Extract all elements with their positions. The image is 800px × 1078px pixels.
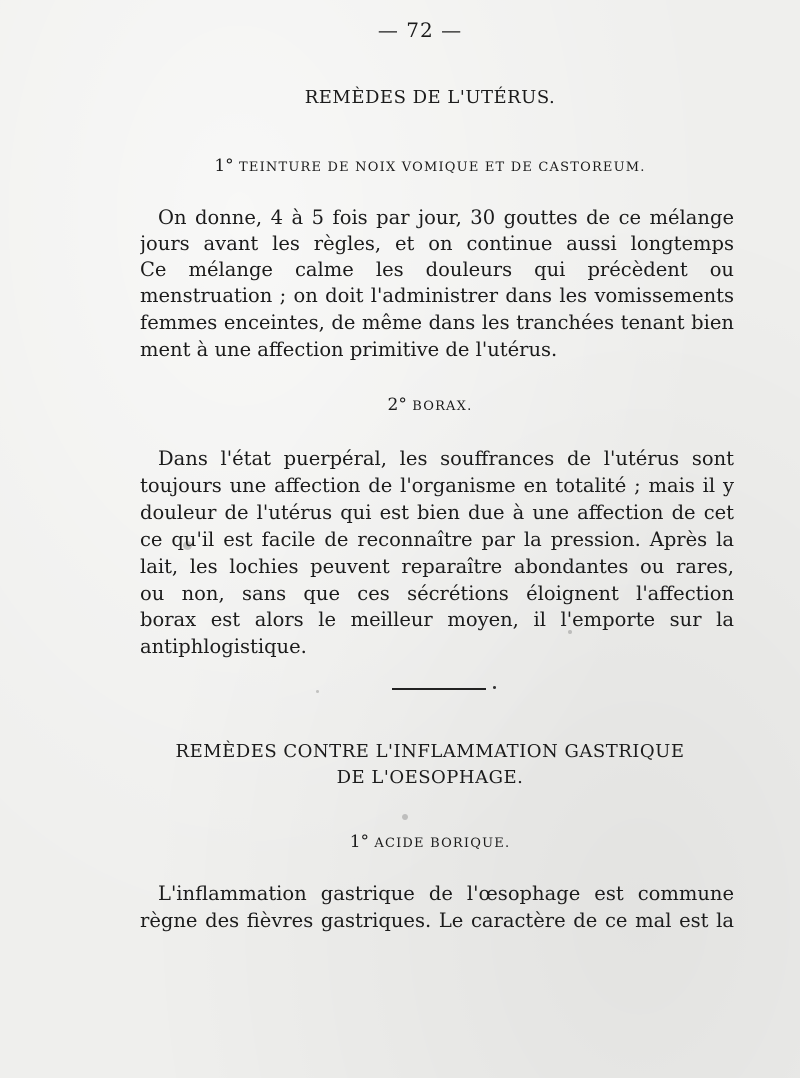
subsection-label: BORAX.: [412, 399, 473, 414]
paragraph-line: Ce mélange calme les douleurs qui précèdent ou: [140, 258, 734, 281]
subsection-label: TEINTURE DE NOIX VOMIQUE ET DE CASTOREUM.: [239, 160, 646, 175]
paragraph-line: ou non, sans que ces sécrétions éloignent l'affection: [140, 582, 734, 605]
paragraph-line: antiphlogistique.: [140, 635, 307, 658]
paragraph-line: menstruation ; on doit l'administrer dans les vomissements: [140, 284, 734, 307]
paragraph-line: ment à une affection primitive de l'utérus.: [140, 338, 558, 361]
paragraph-line: lait, les lochies peuvent reparaître abondantes ou rares,: [140, 555, 734, 578]
section-title-inflammation: REMÈDES CONTRE L'INFLAMMATION GASTRIQUE: [175, 741, 685, 762]
paragraph-line: toujours une affection de l'organisme en totalité ; mais il y: [140, 474, 734, 497]
subsection-title-noix-vomique: [0, 156, 800, 176]
section-title-oesophage: DE L'OESOPHAGE.: [336, 767, 524, 788]
subsection-number: 1°: [214, 156, 234, 176]
paragraph-line: femmes enceintes, de même dans les tranchées tenant bien: [140, 311, 734, 334]
print-speck: [568, 630, 572, 634]
section-divider: [392, 688, 486, 690]
print-speck: [183, 541, 192, 550]
section-title-uterus: REMÈDES DE L'UTÉRUS.: [304, 87, 556, 108]
print-speck: [316, 690, 319, 693]
divider-dot: [493, 686, 496, 689]
print-speck: [402, 814, 408, 820]
paragraph-line: ce qu'il est facile de reconnaître par la pression. Après la: [140, 528, 734, 551]
paragraph-line: douleur de l'utérus qui est bien due à une affection de cet: [140, 501, 734, 524]
subsection-label: ACIDE BORIQUE.: [374, 836, 511, 851]
paragraph-line: jours avant les règles, et on continue aussi longtemps: [140, 232, 734, 255]
subsection-number: 1°: [349, 832, 370, 852]
subsection-title-acide-borique: [0, 832, 800, 852]
subsection-title-borax: [0, 395, 800, 415]
paragraph-line: L'inflammation gastrique de l'œsophage est commune: [158, 882, 734, 905]
paragraph-line: On donne, 4 à 5 fois par jour, 30 gouttes de ce mélange: [158, 206, 734, 229]
paragraph-line: borax est alors le meilleur moyen, il l'emporte sur la: [140, 608, 734, 631]
subsection-number: 2°: [387, 395, 407, 415]
paragraph-line: règne des fièvres gastriques. Le caractère de ce mal est la: [140, 909, 734, 932]
page-number: — 72 —: [377, 18, 463, 42]
paragraph-line: Dans l'état puerpéral, les souffrances de l'utérus sont: [158, 447, 734, 470]
